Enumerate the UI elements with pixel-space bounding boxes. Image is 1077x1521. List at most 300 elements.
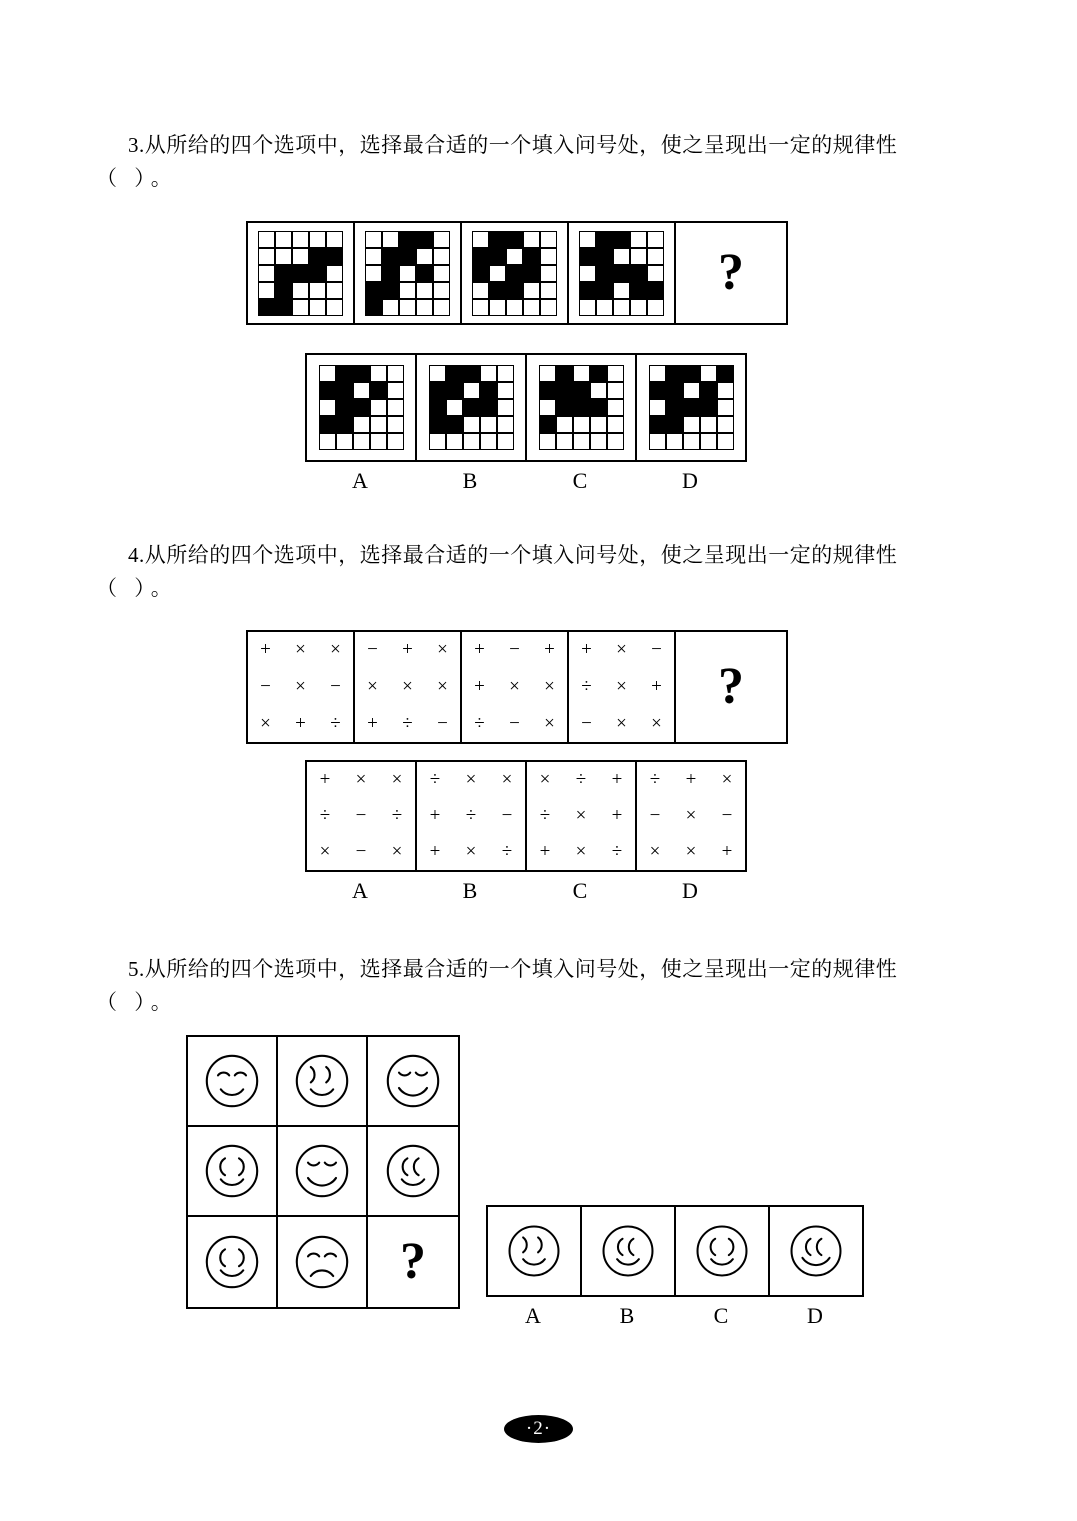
pattern-cell [258,265,275,282]
symbol-cell: + [611,769,623,790]
question-5-number: 5. [128,957,145,981]
pattern-cell [472,299,489,316]
pattern-cell [523,299,540,316]
pattern-cell [700,416,717,433]
pattern-cell [573,416,590,433]
pattern-cell [387,416,404,433]
pattern-cell [579,248,596,265]
stem-cell-9 [368,1217,458,1307]
option-label-a: A [352,878,368,903]
pattern-cell [416,231,433,248]
pattern-cell [573,365,590,382]
pattern-cell [429,382,446,399]
stem-cell-3 [462,632,569,742]
option-a[interactable] [307,355,417,460]
symbol-cell: × [437,675,448,697]
symbol-grid [462,632,567,742]
pattern-cell [353,365,370,382]
pattern-cell [540,248,557,265]
stem-cell-4 [188,1127,278,1217]
question-5-body: 从所给的四个选项中，选择最合适的一个填入问号处，使之呈现出一定的规律性 [144,957,898,981]
pattern-cell [463,433,480,450]
symbol-cell: × [402,675,413,697]
option-d[interactable] [637,355,745,460]
question-3-stem-strip [246,221,788,325]
pattern-cell [579,282,596,299]
pattern-cell [573,433,590,450]
pattern-cell [399,282,416,299]
pattern-cell [666,433,683,450]
pattern-cell [700,399,717,416]
question-3-number: 3. [128,133,145,157]
symbol-cell: − [501,805,513,826]
symbol-cell: + [721,841,733,862]
stem-cell-2 [355,632,462,742]
pattern-cell [717,416,734,433]
pattern-cell [292,265,309,282]
pattern-cell [523,231,540,248]
stem-cell-3 [462,223,569,323]
pattern-cell [596,299,613,316]
pattern-grid [365,231,450,316]
symbol-cell: − [651,639,662,661]
pattern-cell [506,282,523,299]
pattern-cell [275,299,292,316]
symbol-cell: × [437,639,448,661]
pattern-cell [683,365,700,382]
pattern-cell [523,248,540,265]
pattern-cell [353,382,370,399]
pattern-cell [472,282,489,299]
pattern-cell [613,248,630,265]
pattern-cell [416,299,433,316]
symbol-cell: × [616,639,627,661]
symbol-cell: ÷ [575,769,587,790]
face-icon [287,1227,357,1297]
stem-cell-7 [188,1217,278,1307]
pattern-cell [429,365,446,382]
pattern-cell [309,248,326,265]
pattern-grid [539,365,624,450]
face-icon [782,1217,850,1285]
pattern-cell [365,231,382,248]
symbol-cell: ÷ [474,712,485,734]
option-c[interactable] [527,355,637,460]
symbol-cell: × [616,712,627,734]
pattern-cell [319,433,336,450]
face-icon [378,1046,448,1116]
symbol-cell: × [391,841,403,862]
option-label-d: D [807,1303,823,1328]
symbol-cell: ÷ [402,712,413,734]
pattern-cell [613,282,630,299]
pattern-cell [370,382,387,399]
pattern-cell [649,382,666,399]
pattern-cell [292,231,309,248]
pattern-cell [590,416,607,433]
pattern-cell [433,248,450,265]
symbol-grid [355,632,460,742]
pattern-cell [326,231,343,248]
pattern-cell [382,265,399,282]
pattern-cell [613,265,630,282]
pattern-cell [613,231,630,248]
pattern-cell [556,399,573,416]
pattern-cell [489,282,506,299]
pattern-cell [433,265,450,282]
pattern-cell [556,365,573,382]
option-label-a: A [352,468,368,493]
pattern-cell [292,282,309,299]
pattern-cell [489,299,506,316]
pattern-cell [370,433,387,450]
pattern-cell [336,382,353,399]
pattern-cell [309,282,326,299]
option-b[interactable] [582,1207,676,1295]
pattern-cell [480,416,497,433]
pattern-cell [463,365,480,382]
pattern-cell [630,265,647,282]
pattern-cell [370,399,387,416]
pattern-cell [523,265,540,282]
symbol-cell: − [721,805,733,826]
pattern-cell [539,433,556,450]
pattern-cell [607,382,624,399]
pattern-cell [717,399,734,416]
pattern-cell [472,231,489,248]
option-label-a: A [525,1303,541,1328]
stem-cell-2 [355,223,462,323]
pattern-cell [382,231,399,248]
pattern-cell [258,231,275,248]
question-3 [0,128,1077,493]
pattern-cell [649,399,666,416]
pattern-cell [319,399,336,416]
option-d[interactable] [770,1207,862,1295]
symbol-cell: − [649,805,661,826]
symbol-cell: + [544,639,555,661]
pattern-cell [523,282,540,299]
symbol-cell: × [465,841,477,862]
symbol-cell: − [355,805,367,826]
pattern-cell [539,399,556,416]
symbol-cell: × [575,805,587,826]
pattern-cell [540,282,557,299]
option-a[interactable] [488,1207,582,1295]
option-b[interactable] [417,355,527,460]
symbol-cell: × [330,639,341,661]
pattern-grid [258,231,343,316]
pattern-cell [326,248,343,265]
pattern-cell [336,399,353,416]
pattern-cell [540,231,557,248]
pattern-cell [666,365,683,382]
pattern-cell [630,282,647,299]
pattern-cell [365,299,382,316]
pattern-cell [480,365,497,382]
pattern-cell [309,231,326,248]
stem-cell-2 [278,1037,368,1127]
symbol-cell: × [391,769,403,790]
pattern-cell [613,299,630,316]
pattern-cell [540,299,557,316]
symbol-cell: + [651,675,662,697]
symbol-cell: + [402,639,413,661]
pattern-cell [647,265,664,282]
pattern-cell [480,382,497,399]
pattern-cell [336,365,353,382]
pattern-cell [649,433,666,450]
pattern-cell [607,416,624,433]
symbol-cell: ÷ [429,769,441,790]
pattern-cell [326,282,343,299]
stem-cell-question [676,223,786,323]
pattern-cell [647,299,664,316]
pattern-cell [446,382,463,399]
pattern-cell [429,416,446,433]
pattern-cell [573,399,590,416]
symbol-grid [527,762,635,870]
pattern-cell [429,433,446,450]
symbol-cell: + [611,805,623,826]
symbol-cell: × [509,675,520,697]
pattern-cell [666,382,683,399]
pattern-cell [497,382,514,399]
pattern-cell [556,433,573,450]
pattern-cell [596,265,613,282]
pattern-cell [506,299,523,316]
question-5-stem-matrix [186,1035,460,1309]
pattern-cell [590,382,607,399]
pattern-cell [387,365,404,382]
question-5-text [0,952,1077,986]
symbol-cell: + [581,639,592,661]
pattern-cell [353,433,370,450]
option-label-c: C [572,878,588,903]
pattern-cell [579,265,596,282]
page-number-label: ·2· [504,1415,573,1443]
pattern-cell [480,433,497,450]
pattern-cell [292,299,309,316]
pattern-cell [275,265,292,282]
pattern-cell [607,365,624,382]
symbol-cell: + [474,675,485,697]
pattern-cell [539,365,556,382]
pattern-cell [387,399,404,416]
question-3-text [0,128,1077,162]
symbol-cell: ÷ [391,805,403,826]
pattern-cell [607,433,624,450]
pattern-cell [700,365,717,382]
pattern-grid [472,231,557,316]
option-label-c: C [572,468,588,493]
pattern-cell [489,265,506,282]
question-4-stem-strip [246,630,788,744]
pattern-cell [683,399,700,416]
symbol-cell: + [685,769,697,790]
pattern-cell [365,282,382,299]
question-3-options-strip [305,353,747,494]
option-a[interactable] [307,762,417,870]
pattern-cell [590,365,607,382]
pattern-cell [433,231,450,248]
pattern-cell [647,248,664,265]
pattern-cell [416,282,433,299]
pattern-cell [630,299,647,316]
question-4-text [0,538,1077,572]
question-4-answer-paren: （ ）。 [96,576,178,600]
face-icon [287,1046,357,1116]
stem-cell-4 [569,223,676,323]
symbol-cell: + [539,841,551,862]
pattern-cell [497,433,514,450]
face-icon [197,1227,267,1297]
pattern-cell [506,231,523,248]
pattern-cell [647,231,664,248]
symbol-cell: − [260,675,271,697]
pattern-cell [353,416,370,433]
pattern-cell [365,265,382,282]
symbol-cell: + [319,769,331,790]
stem-cell-3 [368,1037,458,1127]
pattern-cell [275,282,292,299]
pattern-cell [309,265,326,282]
face-icon [688,1217,756,1285]
symbol-cell: × [539,769,551,790]
pattern-cell [258,282,275,299]
symbol-cell: ÷ [539,805,551,826]
option-label-b: B [462,878,478,903]
symbol-cell: × [575,841,587,862]
symbol-cell: ÷ [465,805,477,826]
symbol-cell: × [501,769,513,790]
pattern-cell [596,248,613,265]
face-icon [197,1046,267,1116]
question-3-answer-paren: （ ）。 [96,166,178,190]
stem-cell-6 [368,1127,458,1217]
pattern-cell [446,433,463,450]
symbol-cell: × [319,841,331,862]
pattern-cell [717,365,734,382]
symbol-cell: − [437,712,448,734]
symbol-grid [417,762,525,870]
face-icon [500,1217,568,1285]
pattern-cell [700,433,717,450]
symbol-cell: ÷ [330,712,341,734]
pattern-cell [382,248,399,265]
pattern-cell [382,299,399,316]
stem-cell-8 [278,1217,368,1307]
face-icon [287,1136,357,1206]
option-b[interactable] [417,762,527,870]
pattern-cell [717,433,734,450]
pattern-cell [472,265,489,282]
option-d[interactable] [637,762,745,870]
option-c[interactable] [527,762,637,870]
option-label-d: D [682,468,698,493]
pattern-cell [258,248,275,265]
pattern-cell [556,416,573,433]
symbol-cell: − [509,712,520,734]
pattern-cell [399,265,416,282]
question-3-body: 从所给的四个选项中，选择最合适的一个填入问号处，使之呈现出一定的规律性 [144,133,898,157]
symbol-cell: − [367,639,378,661]
pattern-cell [539,382,556,399]
pattern-cell [382,282,399,299]
pattern-cell [647,282,664,299]
pattern-cell [489,231,506,248]
pattern-cell [539,416,556,433]
pattern-cell [399,299,416,316]
pattern-cell [683,382,700,399]
symbol-grid [637,762,745,870]
pattern-cell [292,248,309,265]
pattern-cell [433,282,450,299]
pattern-cell [399,248,416,265]
pattern-cell [700,382,717,399]
pattern-grid [429,365,514,450]
pattern-cell [540,265,557,282]
pattern-cell [717,382,734,399]
pattern-cell [370,416,387,433]
pattern-cell [666,399,683,416]
symbol-cell: ÷ [501,841,513,862]
pattern-cell [370,365,387,382]
symbol-cell: × [616,675,627,697]
symbol-cell: × [544,712,555,734]
stem-cell-5 [278,1127,368,1217]
pattern-cell [463,416,480,433]
symbol-grid [307,762,415,870]
pattern-cell [319,416,336,433]
symbol-grid [569,632,674,742]
option-label-b: B [462,468,478,493]
symbol-cell: + [429,805,441,826]
symbol-cell: − [355,841,367,862]
symbol-cell: + [367,712,378,734]
symbol-cell: × [544,675,555,697]
pattern-cell [463,382,480,399]
pattern-cell [309,299,326,316]
pattern-cell [590,433,607,450]
symbol-cell: × [465,769,477,790]
pattern-cell [336,416,353,433]
pattern-cell [497,416,514,433]
face-icon [378,1136,448,1206]
symbol-cell: ÷ [611,841,623,862]
pattern-cell [387,433,404,450]
pattern-cell [489,248,506,265]
pattern-cell [399,231,416,248]
symbol-cell: × [295,639,306,661]
pattern-cell [556,382,573,399]
pattern-grid [649,365,734,450]
symbol-cell: × [355,769,367,790]
pattern-cell [573,382,590,399]
option-label-b: B [619,1303,635,1328]
option-c[interactable] [676,1207,770,1295]
pattern-cell [326,265,343,282]
symbol-cell: × [295,675,306,697]
symbol-cell: + [260,639,271,661]
pattern-cell [683,416,700,433]
pattern-cell [275,248,292,265]
pattern-cell [433,299,450,316]
symbol-cell: − [581,712,592,734]
option-label-d: D [682,878,698,903]
pattern-cell [258,299,275,316]
symbol-cell: × [721,769,733,790]
